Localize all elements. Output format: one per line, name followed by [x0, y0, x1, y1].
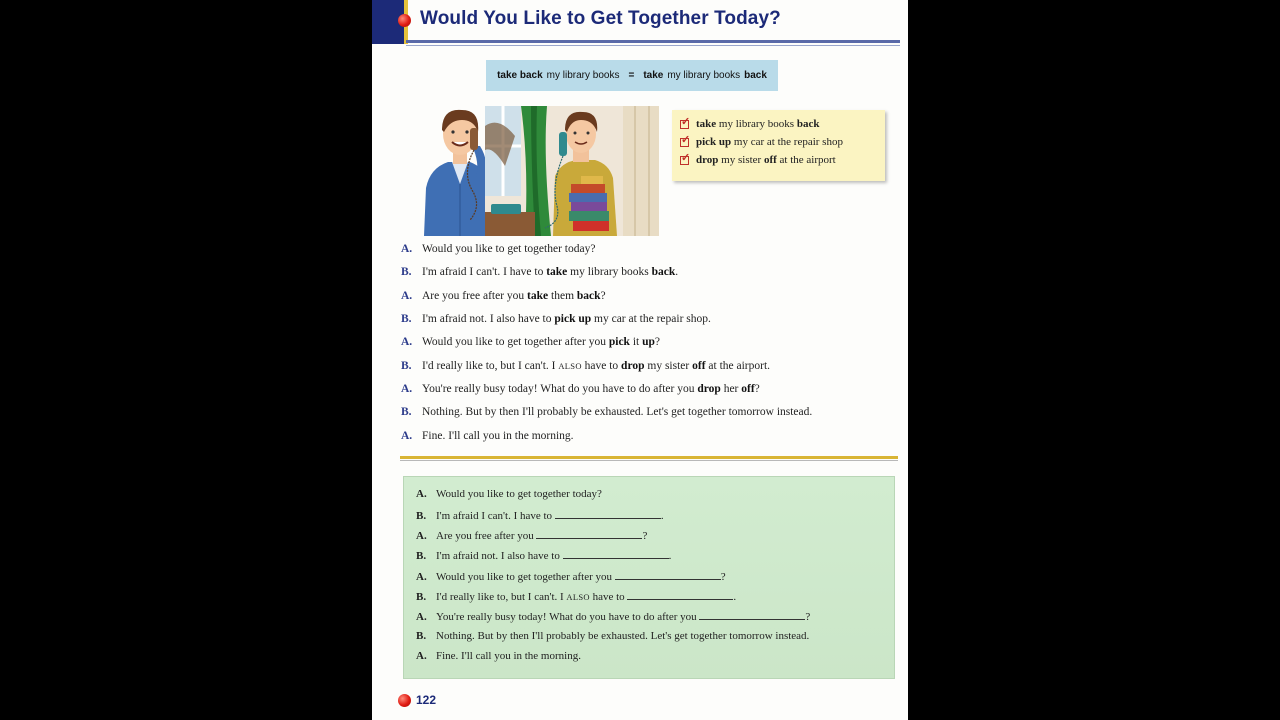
- practice-line: [416, 508, 664, 522]
- checkbox-icon: [680, 138, 689, 147]
- page-title: Would You Like to Get Together Today?: [420, 8, 781, 29]
- line-text: have to: [581, 360, 622, 372]
- line-text: Would you like to get together after you: [422, 336, 609, 348]
- line-text: it: [629, 336, 643, 348]
- todo-object: my library books: [718, 118, 795, 130]
- phrasal-verb-equation: [486, 60, 778, 91]
- line-text: Fine. I'll call you in the morning.: [422, 430, 574, 442]
- line-emphasis: back: [576, 290, 601, 302]
- dialogue-line: [401, 290, 606, 302]
- speaker-label: B.: [401, 313, 412, 325]
- line-emphasis: off: [741, 383, 755, 395]
- line-text: .: [668, 550, 672, 562]
- line-text: her: [720, 383, 742, 395]
- line-text: I'm afraid not. I also have to: [436, 550, 560, 562]
- todo-verb: pick up: [696, 136, 732, 148]
- line-emphasis: drop: [697, 383, 721, 395]
- line-text: You're really busy today! What do you have to do after you: [422, 383, 698, 395]
- line-emphasis: drop: [621, 360, 645, 372]
- title-underline: [406, 40, 900, 43]
- line-text: my library books: [567, 266, 652, 278]
- speaker-label: A.: [416, 650, 427, 662]
- answer-blank[interactable]: [699, 609, 805, 620]
- line-text: at the airport.: [705, 360, 771, 372]
- answer-blank[interactable]: [627, 589, 733, 600]
- practice-line: [416, 569, 726, 583]
- line-text: Nothing. But by then I'll probably be exhausted. Let's get together tomorrow instead.: [422, 406, 813, 418]
- line-text: ?: [600, 290, 606, 302]
- line-text: ?: [754, 383, 760, 395]
- line-text: my sister: [644, 360, 693, 372]
- answer-blank[interactable]: [555, 508, 661, 519]
- practice-line: [416, 630, 809, 642]
- dialogue-line: [401, 266, 678, 278]
- page-number: [398, 693, 436, 707]
- checkbox-icon: [680, 120, 689, 129]
- equation-right-verb-a: take: [643, 70, 664, 81]
- speaker-label: A.: [416, 611, 427, 623]
- line-text: .: [733, 591, 737, 603]
- dialogue-line: [401, 406, 812, 418]
- line-emphasis: off: [692, 360, 706, 372]
- line-text: Would you like to get together after you: [436, 571, 612, 583]
- line-emphasis: up: [642, 336, 655, 348]
- red-bullet-icon: [398, 694, 411, 707]
- line-text: my car at the repair shop.: [591, 313, 711, 325]
- todo-object: my car at the repair shop: [733, 136, 843, 148]
- textbook-page: [372, 0, 908, 720]
- equation-left-object: my library books: [546, 70, 620, 81]
- line-text: them: [548, 290, 577, 302]
- answer-blank[interactable]: [563, 548, 669, 559]
- dialogue-line: [401, 336, 660, 348]
- speaker-label: A.: [401, 290, 413, 302]
- equation-right-object: my library books: [667, 70, 741, 81]
- line-smallcaps: ALSO: [566, 592, 590, 602]
- speaker-label: B.: [401, 360, 412, 372]
- todo-tail: at the airport: [779, 154, 836, 166]
- line-text: I'm afraid not. I also have to: [422, 313, 555, 325]
- speaker-label: B.: [401, 406, 412, 418]
- equation-left-verb: take back: [497, 70, 543, 81]
- speaker-label: A.: [416, 571, 427, 583]
- line-text: I'd really like to, but I can't. I: [436, 591, 564, 603]
- line-text: Are you free after you: [422, 290, 528, 302]
- todo-verb: take: [696, 118, 717, 130]
- todo-object: my sister: [721, 154, 762, 166]
- speaker-label: A.: [401, 243, 413, 255]
- line-text: Would you like to get together today?: [436, 488, 602, 500]
- equation-right-verb-b: back: [744, 70, 767, 81]
- todo-particle: off: [763, 154, 777, 166]
- line-text: Are you free after you: [436, 530, 534, 542]
- line-text: ?: [720, 571, 726, 583]
- speaker-label: A.: [401, 383, 413, 395]
- speaker-label: B.: [416, 510, 427, 522]
- dialogue-line: [401, 313, 711, 325]
- todo-verb: drop: [696, 154, 719, 166]
- line-text: I'm afraid I can't. I have to: [436, 510, 553, 522]
- line-text: Fine. I'll call you in the morning.: [436, 650, 581, 662]
- dialogue-line: [401, 383, 760, 395]
- line-emphasis: back: [651, 266, 676, 278]
- line-text: I'd really like to, but I can't. I: [422, 360, 559, 372]
- line-text: You're really busy today! What do you have to do after you: [436, 611, 697, 623]
- speaker-label: B.: [416, 591, 427, 603]
- todo-item: [680, 136, 843, 148]
- line-emphasis: pick: [608, 336, 630, 348]
- line-text: ?: [654, 336, 660, 348]
- equation-sign: =: [628, 70, 635, 81]
- practice-line: [416, 609, 810, 623]
- title-underline-thin: [406, 45, 900, 46]
- todo-item: [680, 118, 819, 130]
- speaker-label: B.: [416, 630, 427, 642]
- line-emphasis: take: [546, 266, 568, 278]
- speaker-label: B.: [401, 266, 412, 278]
- dialogue-line: [401, 360, 770, 372]
- line-emphasis: take: [527, 290, 549, 302]
- line-text: have to: [592, 591, 625, 603]
- practice-line: [416, 589, 736, 603]
- section-divider-thin: [400, 460, 898, 461]
- line-text: ?: [805, 611, 811, 623]
- speaker-label: A.: [416, 530, 427, 542]
- answer-blank[interactable]: [536, 528, 642, 539]
- speaker-label: A.: [401, 336, 413, 348]
- line-text: Would you like to get together today?: [422, 243, 596, 255]
- speaker-label: A.: [401, 430, 413, 442]
- line-text: .: [675, 266, 679, 278]
- page-number-text: 122: [416, 693, 437, 707]
- red-bullet-icon: [398, 14, 411, 27]
- answer-blank[interactable]: [615, 569, 721, 580]
- section-divider: [400, 456, 898, 459]
- checkbox-icon: [680, 156, 689, 165]
- speaker-label: A.: [416, 488, 427, 500]
- todo-particle: back: [796, 118, 820, 130]
- dialogue-line: [401, 430, 574, 442]
- line-text: Nothing. But by then I'll probably be exhausted. Let's get together tomorrow instead.: [436, 630, 810, 642]
- speaker-label: B.: [416, 550, 427, 562]
- practice-line: [416, 488, 602, 500]
- practice-line: [416, 548, 671, 562]
- line-emphasis: pick up: [554, 313, 592, 325]
- line-text: ?: [642, 530, 648, 542]
- man-with-books-illustration: [485, 106, 659, 236]
- line-text: I'm afraid I can't. I have to: [422, 266, 547, 278]
- line-smallcaps: ALSO: [558, 361, 582, 371]
- todo-note: [672, 110, 885, 181]
- todo-item: [680, 154, 836, 166]
- practice-box: [403, 476, 895, 679]
- practice-line: [416, 528, 647, 542]
- practice-line: [416, 650, 581, 662]
- dialogue-line: [401, 243, 595, 255]
- line-text: .: [660, 510, 664, 522]
